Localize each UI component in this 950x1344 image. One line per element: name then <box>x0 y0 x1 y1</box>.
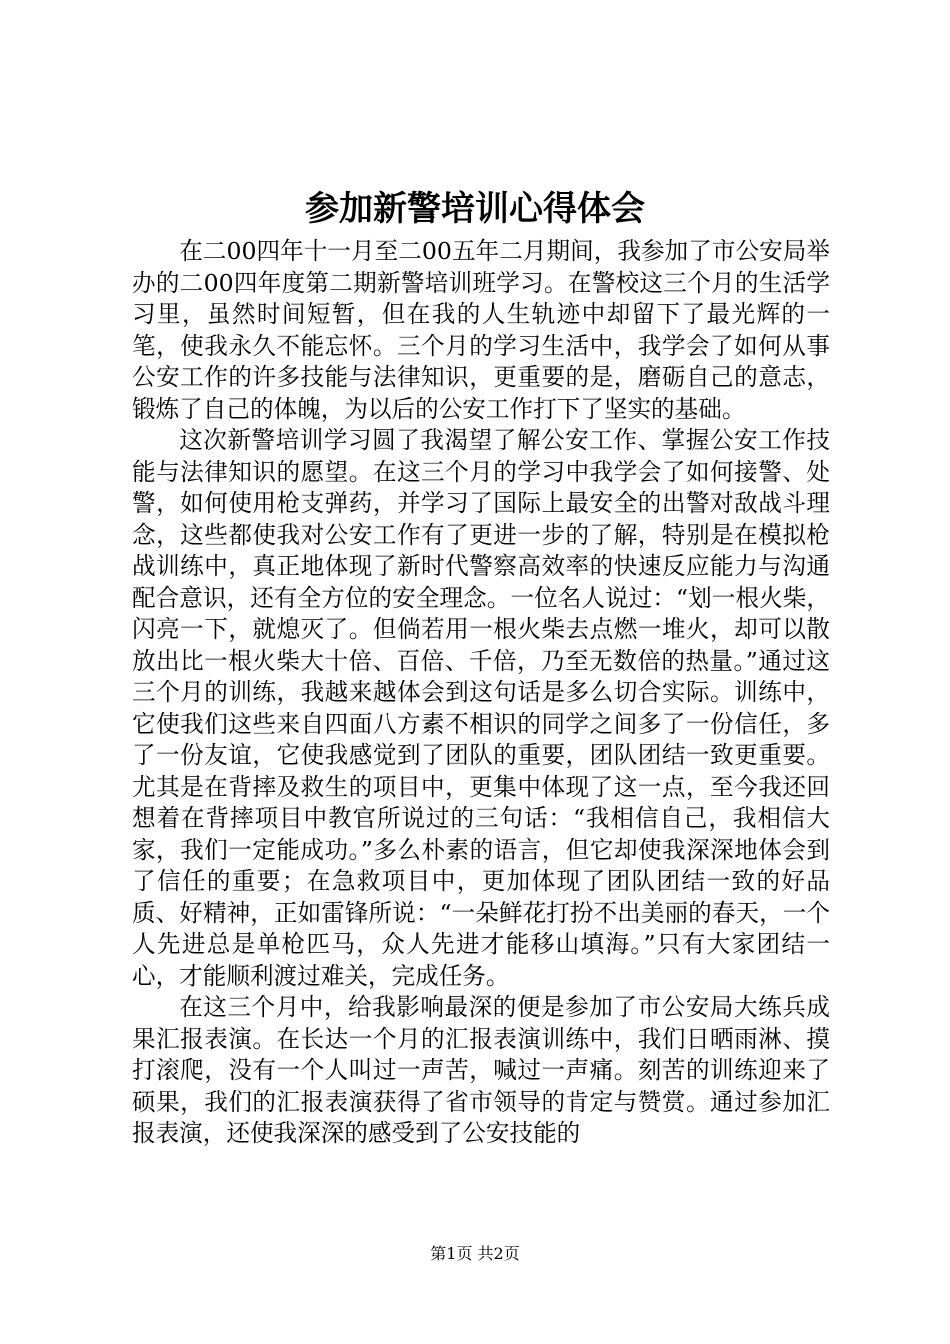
paragraph-1: 在二00四年十一月至二00五年二月期间，我参加了市公安局举办的二00四年度第二期新警培训班学习。在警校这三个月的生活学习里，虽然时间短暂，但在我的人生轨迹中却留下了最光辉的一笔，使我永久不能忘怀。三个月的学习生活中，我学会了如何从事公安工作的许多技能与法律知识，更重要的是，磨砺自己的意志，锻炼了自己的体魄，为以后的公安工作打下了坚实的基础。 <box>132 237 830 423</box>
page-footer: 第1页 共2页 <box>430 1244 520 1263</box>
paragraph-2: 这次新警培训学习圆了我渴望了解公安工作、掌握公安工作技能与法律知识的愿望。在这三个月的学习中我学会了如何接警、处警，如何使用枪支弹药，并学习了国际上最安全的出警对敌战斗理念，这些都使我对公安工作有了更进一步的了解，特别是在模拟枪战训练中，真正地体现了新时代警察高效率的快速反应能力与沟通配合意识，还有全方位的安全理念。一位名人说过：“划一根火柴，闪亮一下，就熄灭了。但倘若用一根火柴去点燃一堆火，却可以散放出比一根火柴大十倍、百倍、千倍，乃至无数倍的热量。”通过这三个月的训练，我越来越体会到这句话是多么切合实际。训练中，它使我们这些来自四面八方素不相识的同学之间多了一份信任，多了一份友谊，它使我感觉到了团队的重要，团队团结一致更重要。尤其是在背摔及救生的项目中，更集中体现了这一点，至今我还回想着在背摔项目中教官所说过的三句话：“我相信自己，我相信大家，我们一定能成功。”多么朴素的语言，但它却使我深深地体会到了信任的重要；在急救项目中，更加体现了团队团结一致的好品质、好精神，正如雷锋所说：“一朵鲜花打扮不出美丽的春天，一个人先进总是单枪匹马，众人先进才能移山填海。”只有大家团结一心，才能顺利渡过难关，完成任务。 <box>132 426 830 990</box>
document-body <box>132 236 830 1150</box>
document-title: 参加新警培训心得体会 <box>305 189 645 229</box>
paragraph-3: 在这三个月中，给我影响最深的便是参加了市公安局大练兵成果汇报表演。在长达一个月的汇报表演训练中，我们日晒雨淋、摸打滚爬，没有一个人叫过一声苦，喊过一声痛。刻苦的训练迎来了硕果，我们的汇报表演获得了省市领导的肯定与赞赏。通过参加汇报表演，还使我深深的感受到了公安技能的 <box>132 993 830 1147</box>
